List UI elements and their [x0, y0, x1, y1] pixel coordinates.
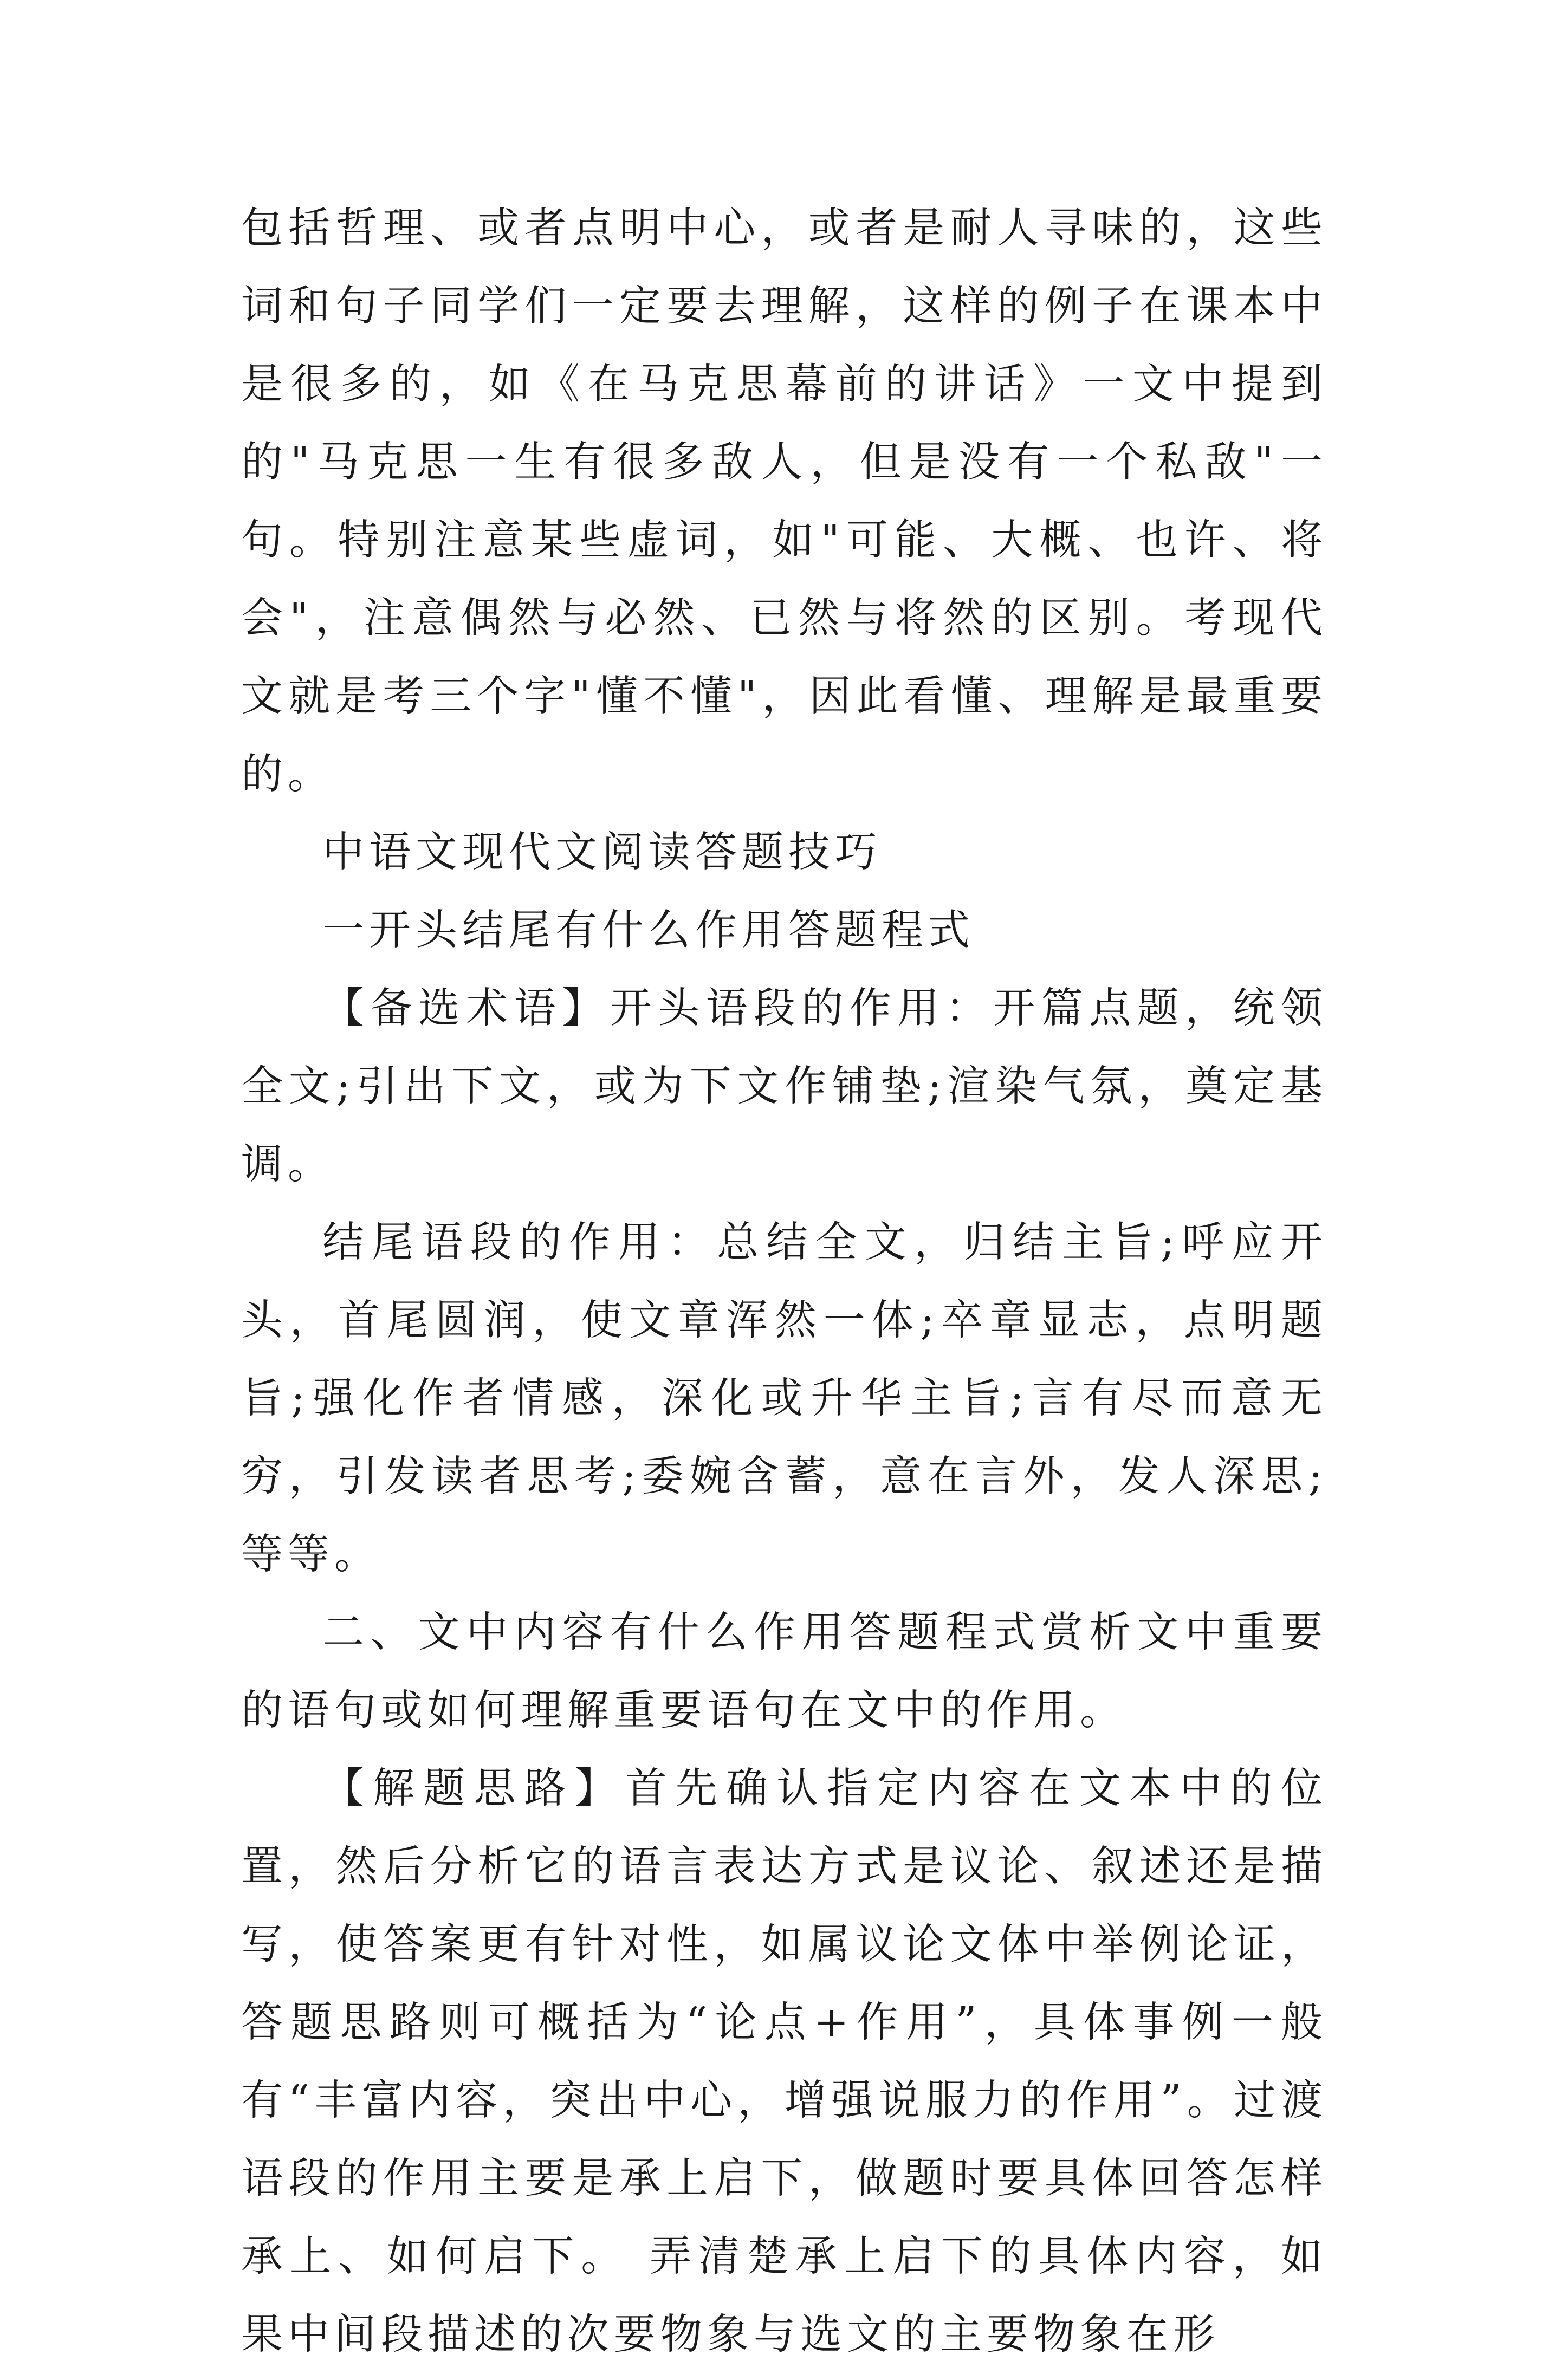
paragraph-ending-terms: 结尾语段的作用：总结全文，归结主旨;呼应开头，首尾圆润，使文章浑然一体;卒章显志，点明题旨;强化作者情感，深化或升华主旨;言有尽而意无穷，引发读者思考;委婉含蓄，意在言外，发人深思;等等。 [241, 1218, 1327, 1579]
paragraph-continuation: 包括哲理、或者点明中心，或者是耐人寻味的，这些词和句子同学们一定要去理解，这样的例子在课本中是很多的，如《在马克思幕前的讲话》一文中提到的"马克思一生有很多敌人，但是没有一个私敌"一句。特别注意某些虚词，如"可能、大概、也许、将会"，注意偶然与必然、已然与将然的区别。考现代文就是考三个字"懂不懂"，因此看懂、理解是最重要的。 [241, 204, 1327, 799]
paragraph-opening-terms: 【备选术语】开头语段的作用：开篇点题，统领全文;引出下文，或为下文作铺垫;渲染气氛，奠定基调。 [241, 984, 1327, 1189]
document-body [241, 190, 1327, 2374]
subheading-opening-ending: 一开头结尾有什么作用答题程式 [322, 906, 975, 955]
paragraph-solution-approach: 【解题思路】首先确认指定内容在文本中的位置，然后分析它的语言表达方式是议论、叙述还是描写，使答案更有针对性，如属议论文体中举例论证，答题思路则可概括为“论点+作用”，具体事例一般有“丰富内容，突出中心，增强说服力的作用”。过渡语段的作用主要是承上启下，做题时要具体回答怎样承上、如何启下。 弄清楚承上启下的具体内容，如果中间段描述的次要物象与选文的主要物象在形 [241, 1765, 1327, 2359]
subheading-content-role: 二、文中内容有什么作用答题程式赏析文中重要的语句或如何理解重要语句在文中的作用。 [241, 1608, 1327, 1735]
section-heading: 中语文现代文阅读答题技巧 [322, 828, 882, 877]
